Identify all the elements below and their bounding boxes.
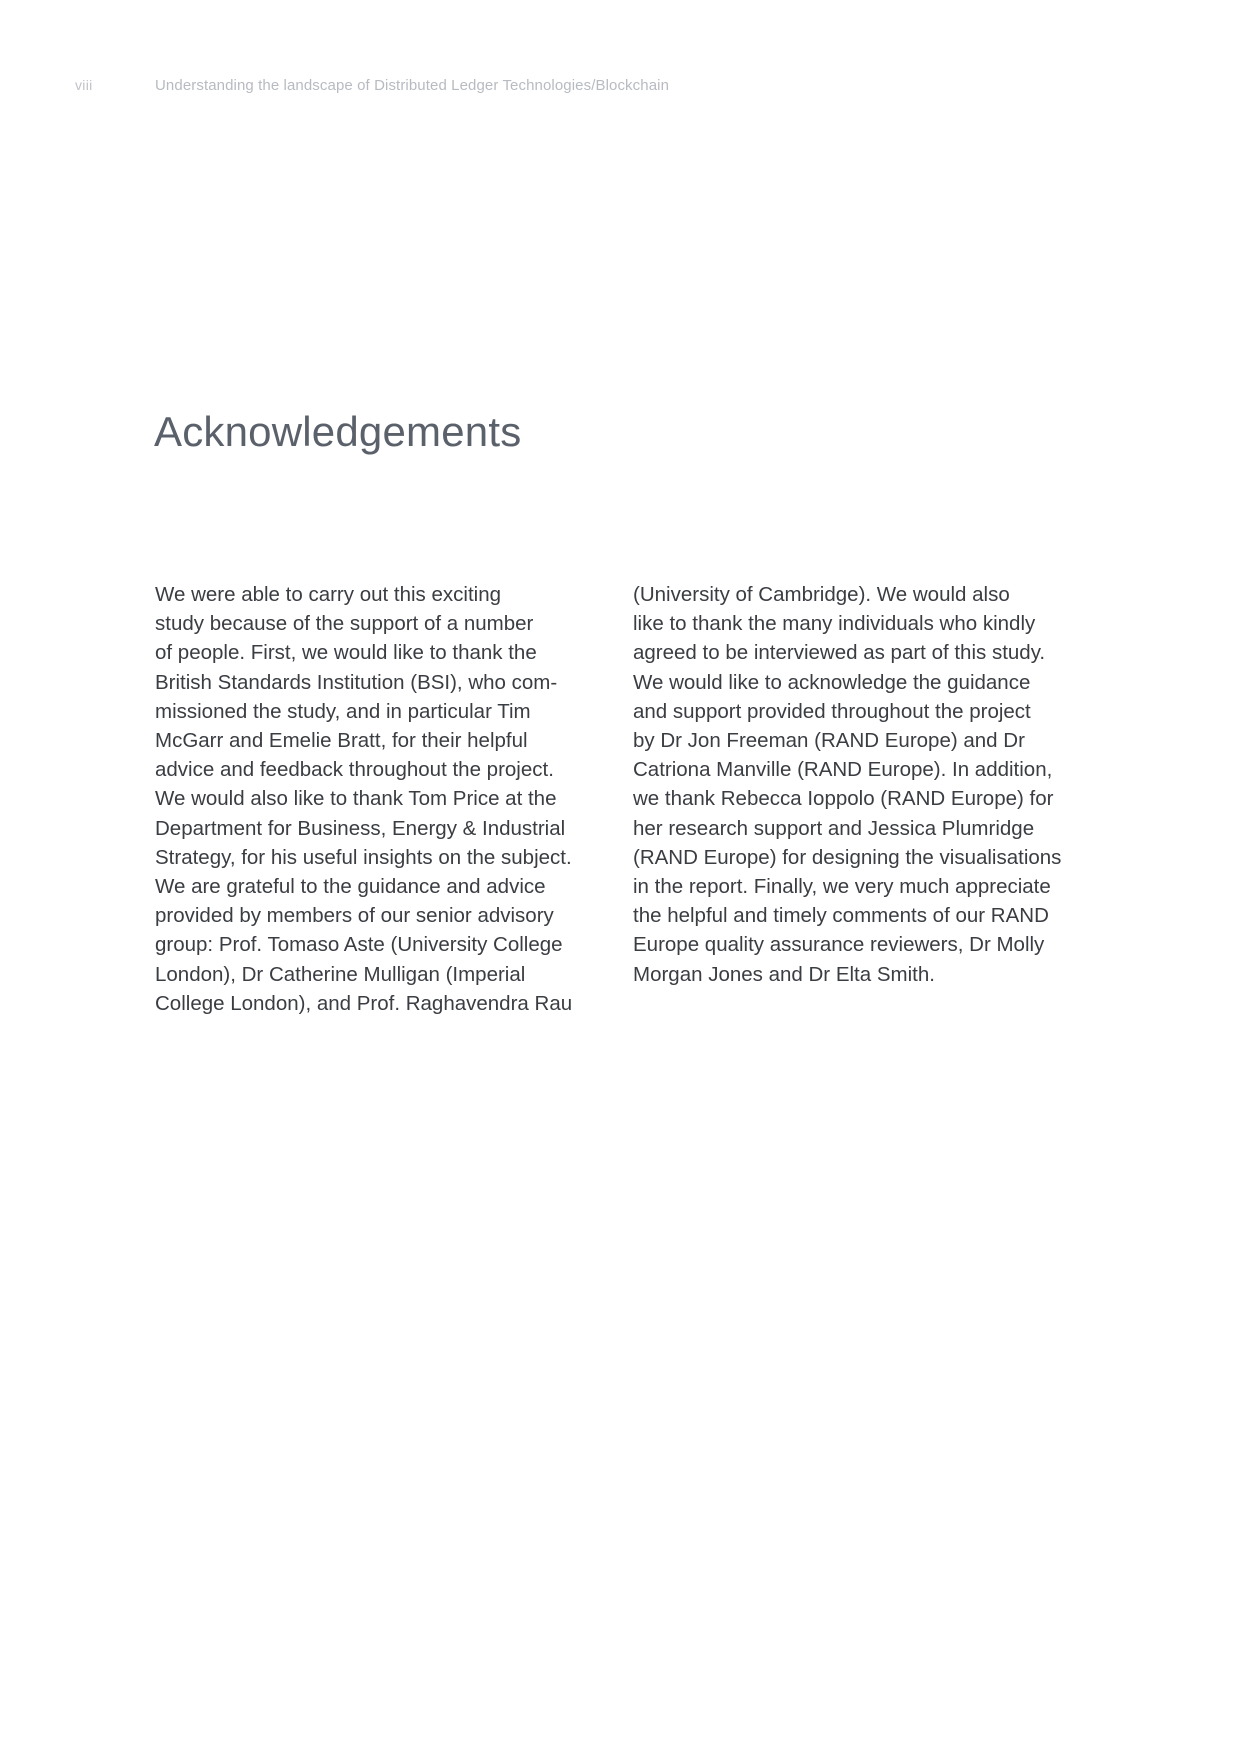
body-line: by Dr Jon Freeman (RAND Europe) and Dr	[633, 729, 1025, 753]
body-line: (University of Cambridge). We would also	[633, 583, 1010, 606]
body-line: Europe quality assurance reviewers, Dr Molly	[633, 933, 1045, 957]
body-line: like to thank the many individuals who kindly	[633, 612, 1036, 636]
body-line: McGarr and Emelie Bratt, for their helpful	[155, 729, 528, 753]
body-line: provided by members of our senior advisory	[155, 904, 554, 928]
page-number: viii	[75, 77, 93, 93]
body-line: College London), and Prof. Raghavendra Rau	[155, 991, 573, 1015]
body-line: and support provided throughout the project	[633, 699, 1031, 723]
body-line: Morgan Jones and Dr Elta Smith.	[633, 962, 935, 986]
body-line: We were able to carry out this exciting	[155, 583, 501, 606]
body-column-left	[155, 580, 595, 1018]
body-line: advice and feedback throughout the project.	[155, 758, 554, 782]
page-title: Acknowledgements	[154, 408, 522, 455]
body-line: her research support and Jessica Plumridge	[633, 816, 1035, 840]
body-line: London), Dr Catherine Mulligan (Imperial	[155, 962, 526, 986]
body-line: in the report. Finally, we very much appreciate	[633, 875, 1051, 899]
body-line: of people. First, we would like to thank the	[155, 641, 537, 665]
body-line: Department for Business, Energy & Industrial	[155, 816, 566, 840]
body-line: Strategy, for his useful insights on the subject.	[155, 845, 572, 869]
running-header: Understanding the landscape of Distributed Ledger Technologies/Blockchain	[155, 77, 670, 94]
body-line: study because of the support of a number	[155, 612, 534, 636]
body-line: the helpful and timely comments of our RAND	[633, 904, 1049, 928]
body-column-right	[633, 580, 1073, 989]
body-line: We would like to acknowledge the guidance	[633, 670, 1031, 694]
body-line: (RAND Europe) for designing the visualisations	[633, 845, 1062, 869]
body-line: agreed to be interviewed as part of this study.	[633, 641, 1046, 665]
body-line: We are grateful to the guidance and advice	[155, 875, 546, 899]
body-line: British Standards Institution (BSI), who com-	[155, 670, 558, 694]
body-line: group: Prof. Tomaso Aste (University College	[155, 933, 563, 957]
body-line: missioned the study, and in particular Tim	[155, 699, 531, 723]
body-line: Catriona Manville (RAND Europe). In addition,	[633, 758, 1053, 782]
body-line: we thank Rebecca Ioppolo (RAND Europe) for	[633, 787, 1054, 811]
body-line: We would also like to thank Tom Price at the	[155, 787, 557, 811]
